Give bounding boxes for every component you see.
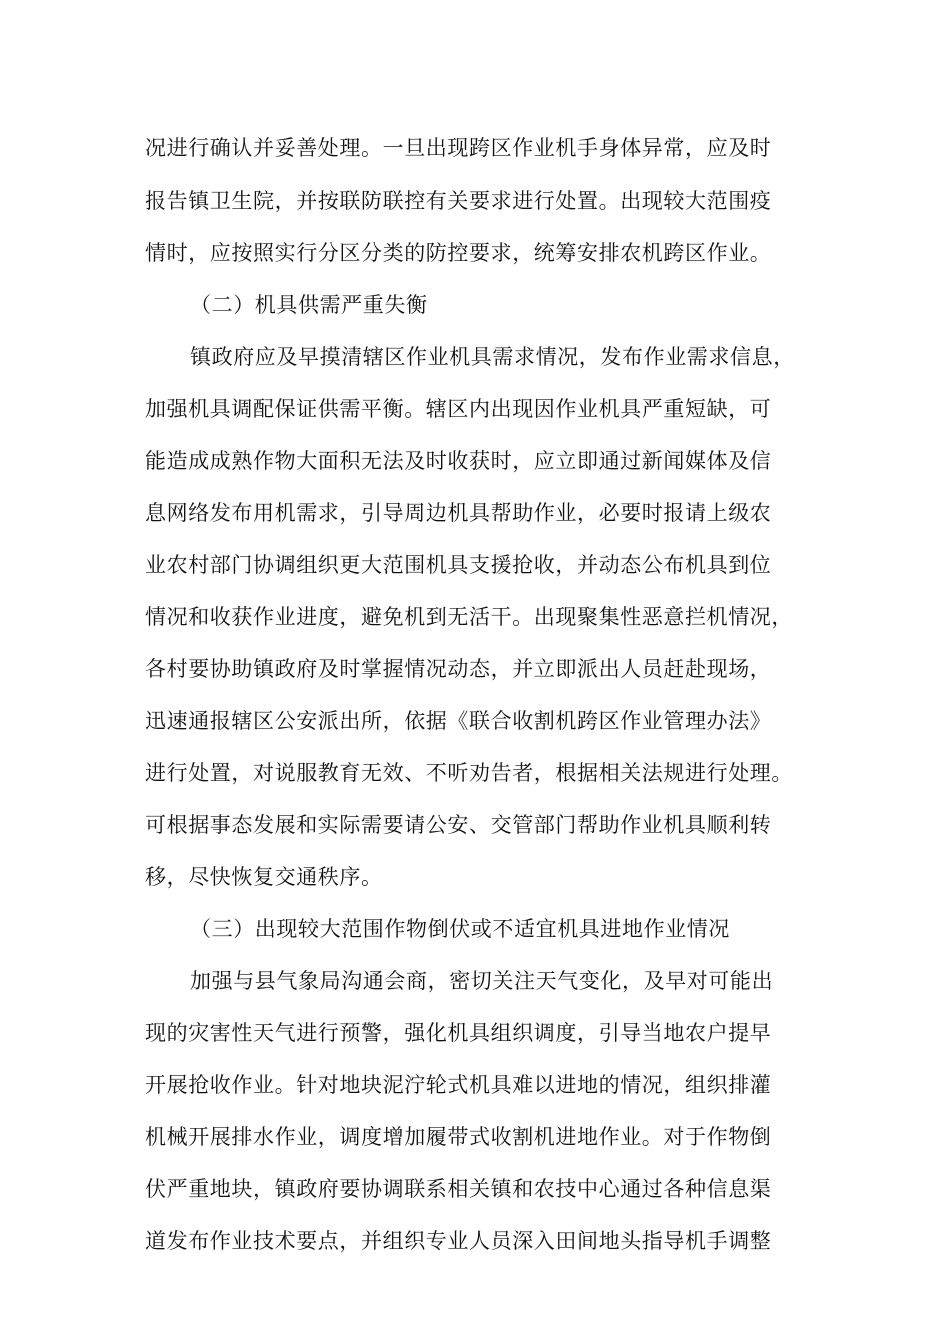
text-line-9: 业农村部门协调组织更大范围机具支援抢收，并动态公布机具到位 [145, 553, 772, 577]
text-line-6: 加强机具调配保证供需平衡。辖区内出现因作业机具严重短缺，可 [145, 397, 772, 421]
text-line-14: 可根据事态发展和实际需要请公安、交管部门帮助作业机具顺利转 [145, 813, 772, 837]
text-line-20: 机械开展排水作业，调度增加履带式收割机进地作业。对于作物倒 [145, 1125, 772, 1149]
text-line-5: 镇政府应及早摸清辖区作业机具需求情况，发布作业需求信息， [190, 345, 795, 369]
text-line-2: 报告镇卫生院，并按联防联控有关要求进行处置。出现较大范围疫 [145, 189, 772, 213]
text-line-18: 现的灾害性天气进行预警，强化机具组织调度，引导当地农户提早 [145, 1021, 772, 1045]
text-line-1: 况进行确认并妥善处理。一旦出现跨区作业机手身体异常，应及时 [145, 136, 772, 160]
section-heading-2: （二）机具供需严重失衡 [190, 293, 428, 317]
text-line-19: 开展抢收作业。针对地块泥泞轮式机具难以进地的情况，组织排灌 [145, 1073, 772, 1097]
text-line-8: 息网络发布用机需求，引导周边机具帮助作业，必要时报请上级农 [145, 501, 772, 525]
section-heading-3: （三）出现较大范围作物倒伏或不适宜机具进地作业情况 [190, 917, 730, 941]
text-line-10: 情况和收获作业进度，避免机到无活干。出现聚集性恶意拦机情况， [145, 605, 793, 629]
text-line-21: 伏严重地块，镇政府要协调联系相关镇和农技中心通过各种信息渠 [145, 1177, 772, 1201]
text-line-12: 迅速通报辖区公安派出所，依据《联合收割机跨区作业管理办法》 [145, 709, 772, 733]
text-line-22: 道发布作业技术要点，并组织专业人员深入田间地头指导机手调整 [145, 1229, 772, 1253]
text-line-15: 移，尽快恢复交通秩序。 [145, 865, 383, 889]
text-line-17: 加强与县气象局沟通会商，密切关注天气变化，及早对可能出 [190, 969, 774, 993]
text-line-11: 各村要协助镇政府及时掌握情况动态，并立即派出人员赶赴现场， [145, 657, 772, 681]
text-line-13: 进行处置，对说服教育无效、不听劝告者，根据相关法规进行处理。 [145, 761, 793, 785]
text-line-3: 情时，应按照实行分区分类的防控要求，统筹安排农机跨区作业。 [145, 241, 772, 265]
text-line-7: 能造成成熟作物大面积无法及时收获时，应立即通过新闻媒体及信 [145, 449, 772, 473]
